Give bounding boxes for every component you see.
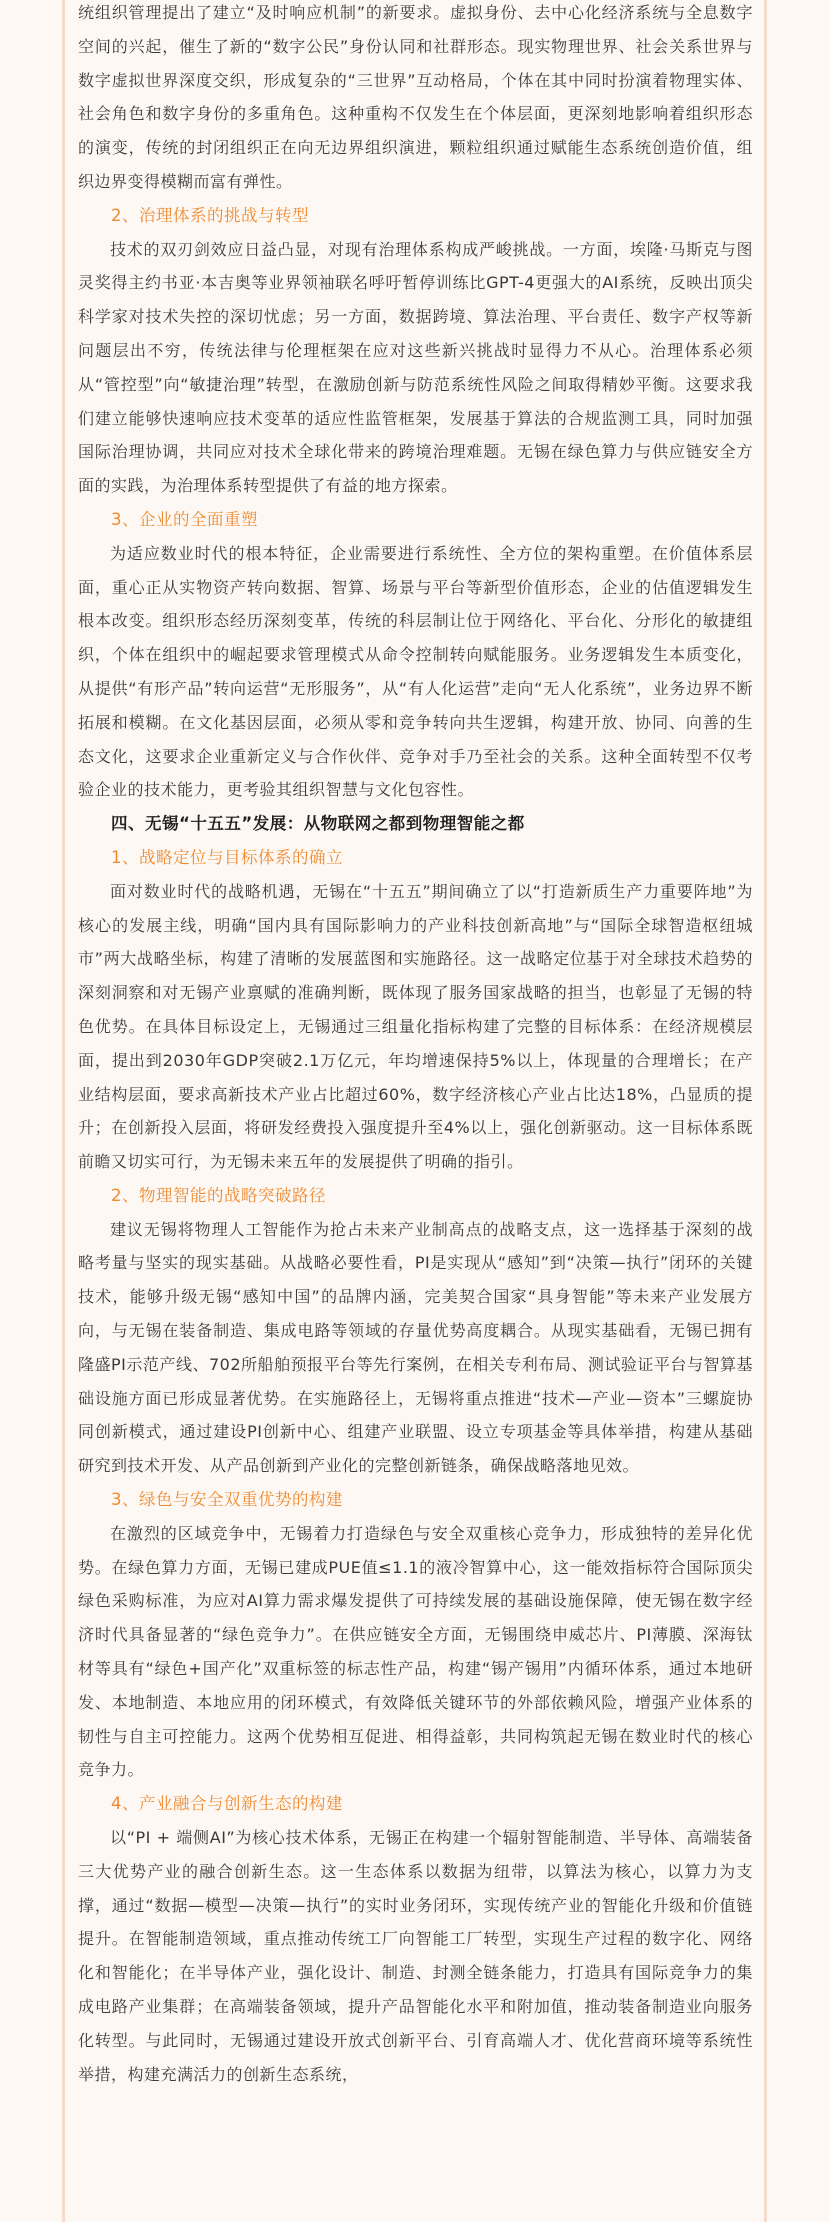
subheading-enterprise: 3、企业的全面重塑 [111,509,258,529]
paragraph-strategy: 面对数业时代的战略机遇，无锡在“十五五”期间确立了以“打造新质生产力重要阵地”为核心的发展主线，明确“国内具有国际影响力的产业科技创新高地”与“国际全球智造枢纽城市”两大战略坐标，构建了清晰的发展蓝图和实施路径。这一战略定位基于对全球技术趋势的深刻洞察和对无锡产业禀赋的准确判断，既体现了服务国家战略的担当，也彰显了无锡的特色优势。在具体目标设定上，无锡通过三组量化指标构建了完整的目标体系：在经济规模层面，提出到2030年GDP突破2.1万亿元，年均增速保持5%以上，体现量的合理增长；在产业结构层面，要求高新技术产业占比超过60%，数字经济核心产业占比达18%，凸显质的提升；在创新投入层面，将研发经费投入强度提升至4%以上，强化创新驱动。这一目标体系既前瞻又切实可行，为无锡未来五年的发展提供了明确的指引。 [78,881,753,1172]
subheading-strategy: 1、战略定位与目标体系的确立 [111,847,343,867]
article-body [78,0,753,2091]
subheading-industry-ecosystem: 4、产业融合与创新生态的构建 [111,1794,343,1814]
subheading-green-security: 3、绿色与安全双重优势的构建 [111,1490,343,1510]
paragraph-green-security: 在激烈的区域竞争中，无锡着力打造绿色与安全双重核心竞争力，形成独特的差异化优势。在绿色算力方面，无锡已建成PUE值≤1.1的液冷智算中心，这一能效指标符合国际顶尖绿色采购标准，为应对AI算力需求爆发提供了可持续发展的基础设施保障，使无锡在数字经济时代具备显著的“绿色竞争力”。在供应链安全方面，无锡围绕申威芯片、PI薄膜、深海钛材等具有“绿色+国产化”双重标签的标志性产品，构建“锡产锡用”内循环体系，通过本地研发、本地制造、本地应用的闭环模式，有效降低关键环节的外部依赖风险，增强产业体系的韧性与自主可控能力。这两个优势相互促进、相得益彰，共同构筑起无锡在数业时代的核心竞争力。 [78,1523,753,1780]
section-heading-wuxi: 四、无锡“十五五”发展：从物联网之都到物理智能之都 [111,814,525,834]
right-border-line [764,0,767,2222]
subheading-physical-intelligence: 2、物理智能的战略突破路径 [111,1185,326,1205]
subheading-governance: 2、治理体系的挑战与转型 [111,205,309,225]
paragraph-industry-ecosystem: 以“PI + 端侧AI”为核心技术体系，无锡正在构建一个辐射智能制造、半导体、高端装备三大优势产业的融合创新生态。这一生态体系以数据为纽带，以算法为核心，以算力为支撑，通过“数据—模型—决策—执行”的实时业务闭环，实现传统产业的智能化升级和价值链提升。在智能制造领域，重点推动传统工厂向智能工厂转型，实现生产过程的数字化、网络化和智能化；在半导体产业，强化设计、制造、封测全链条能力，打造具有国际竞争力的集成电路产业集群；在高端装备领域，提升产品智能化水平和附加值，推动装备制造业向服务化转型。与此同时，无锡通过建设开放式创新平台、引育高端人才、优化营商环境等系统性举措，构建充满活力的创新生态系统， [78,1828,753,2084]
left-border-line [62,0,65,2222]
paragraph-identity-reconstruction: 统组织管理提出了建立“及时响应机制”的新要求。虚拟身份、去中心化经济系统与全息数字空间的兴起，催生了新的“数字公民”身份认同和社群形态。现实物理世界、社会关系世界与数字虚拟世界深度交织，形成复杂的“三世界”互动格局，个体在其中同时扮演着物理实体、社会角色和数字身份的多重角色。这种重构不仅发生在个体层面，更深刻地影响着组织形态的演变，传统的封闭组织正在向无边界组织演进，颗粒组织通过赋能生态系统创造价值，组织边界变得模糊而富有弹性。 [78,3,753,191]
paragraph-enterprise: 为适应数业时代的根本特征，企业需要进行系统性、全方位的架构重塑。在价值体系层面，重心正从实物资产转向数据、智算、场景与平台等新型价值形态，企业的估值逻辑发生根本改变。组织形态经历深刻变革，传统的科层制让位于网络化、平台化、分形化的敏捷组织，个体在组织中的崛起要求管理模式从命令控制转向赋能服务。业务逻辑发生本质变化，从提供“有形产品”转向运营“无形服务”，从“有人化运营”走向“无人化系统”，业务边界不断拓展和模糊。在文化基因层面，必须从零和竞争转向共生逻辑，构建开放、协同、向善的生态文化，这要求企业重新定义与合作伙伴、竞争对手乃至社会的关系。这种全面转型不仅考验企业的技术能力，更考验其组织智慧与文化包容性。 [78,543,753,800]
paragraph-governance: 技术的双刃剑效应日益凸显，对现有治理体系构成严峻挑战。一方面，埃隆·马斯克与图灵奖得主约书亚·本吉奥等业界领袖联名呼吁暂停训练比GPT-4更强大的AI系统，反映出顶尖科学家对技术失控的深切忧虑；另一方面，数据跨境、算法治理、平台责任、数字产权等新问题层出不穷，传统法律与伦理框架在应对这些新兴挑战时显得力不从心。治理体系必须从“管控型”向“敏捷治理”转型，在激励创新与防范系统性风险之间取得精妙平衡。这要求我们建立能够快速响应技术变革的适应性监管框架，发展基于算法的合规监测工具，同时加强国际治理协调，共同应对技术全球化带来的跨境治理难题。无锡在绿色算力与供应链安全方面的实践，为治理体系转型提供了有益的地方探索。 [78,239,753,496]
paragraph-physical-intelligence: 建议无锡将物理人工智能作为抢占未来产业制高点的战略支点，这一选择基于深刻的战略考量与坚实的现实基础。从战略必要性看，PI是实现从“感知”到“决策—执行”闭环的关键技术，能够升级无锡“感知中国”的品牌内涵，完美契合国家“具身智能”等未来产业发展方向，与无锡在装备制造、集成电路等领域的存量优势高度耦合。从现实基础看，无锡已拥有隆盛PI示范产线、702所船舶预报平台等先行案例，在相关专利布局、测试验证平台与智算基础设施方面已形成显著优势。在实施路径上，无锡将重点推进“技术—产业—资本”三螺旋协同创新模式，通过建设PI创新中心、组建产业联盟、设立专项基金等具体举措，构建从基础研究到技术开发、从产品创新到产业化的完整创新链条，确保战略落地见效。 [78,1219,753,1476]
